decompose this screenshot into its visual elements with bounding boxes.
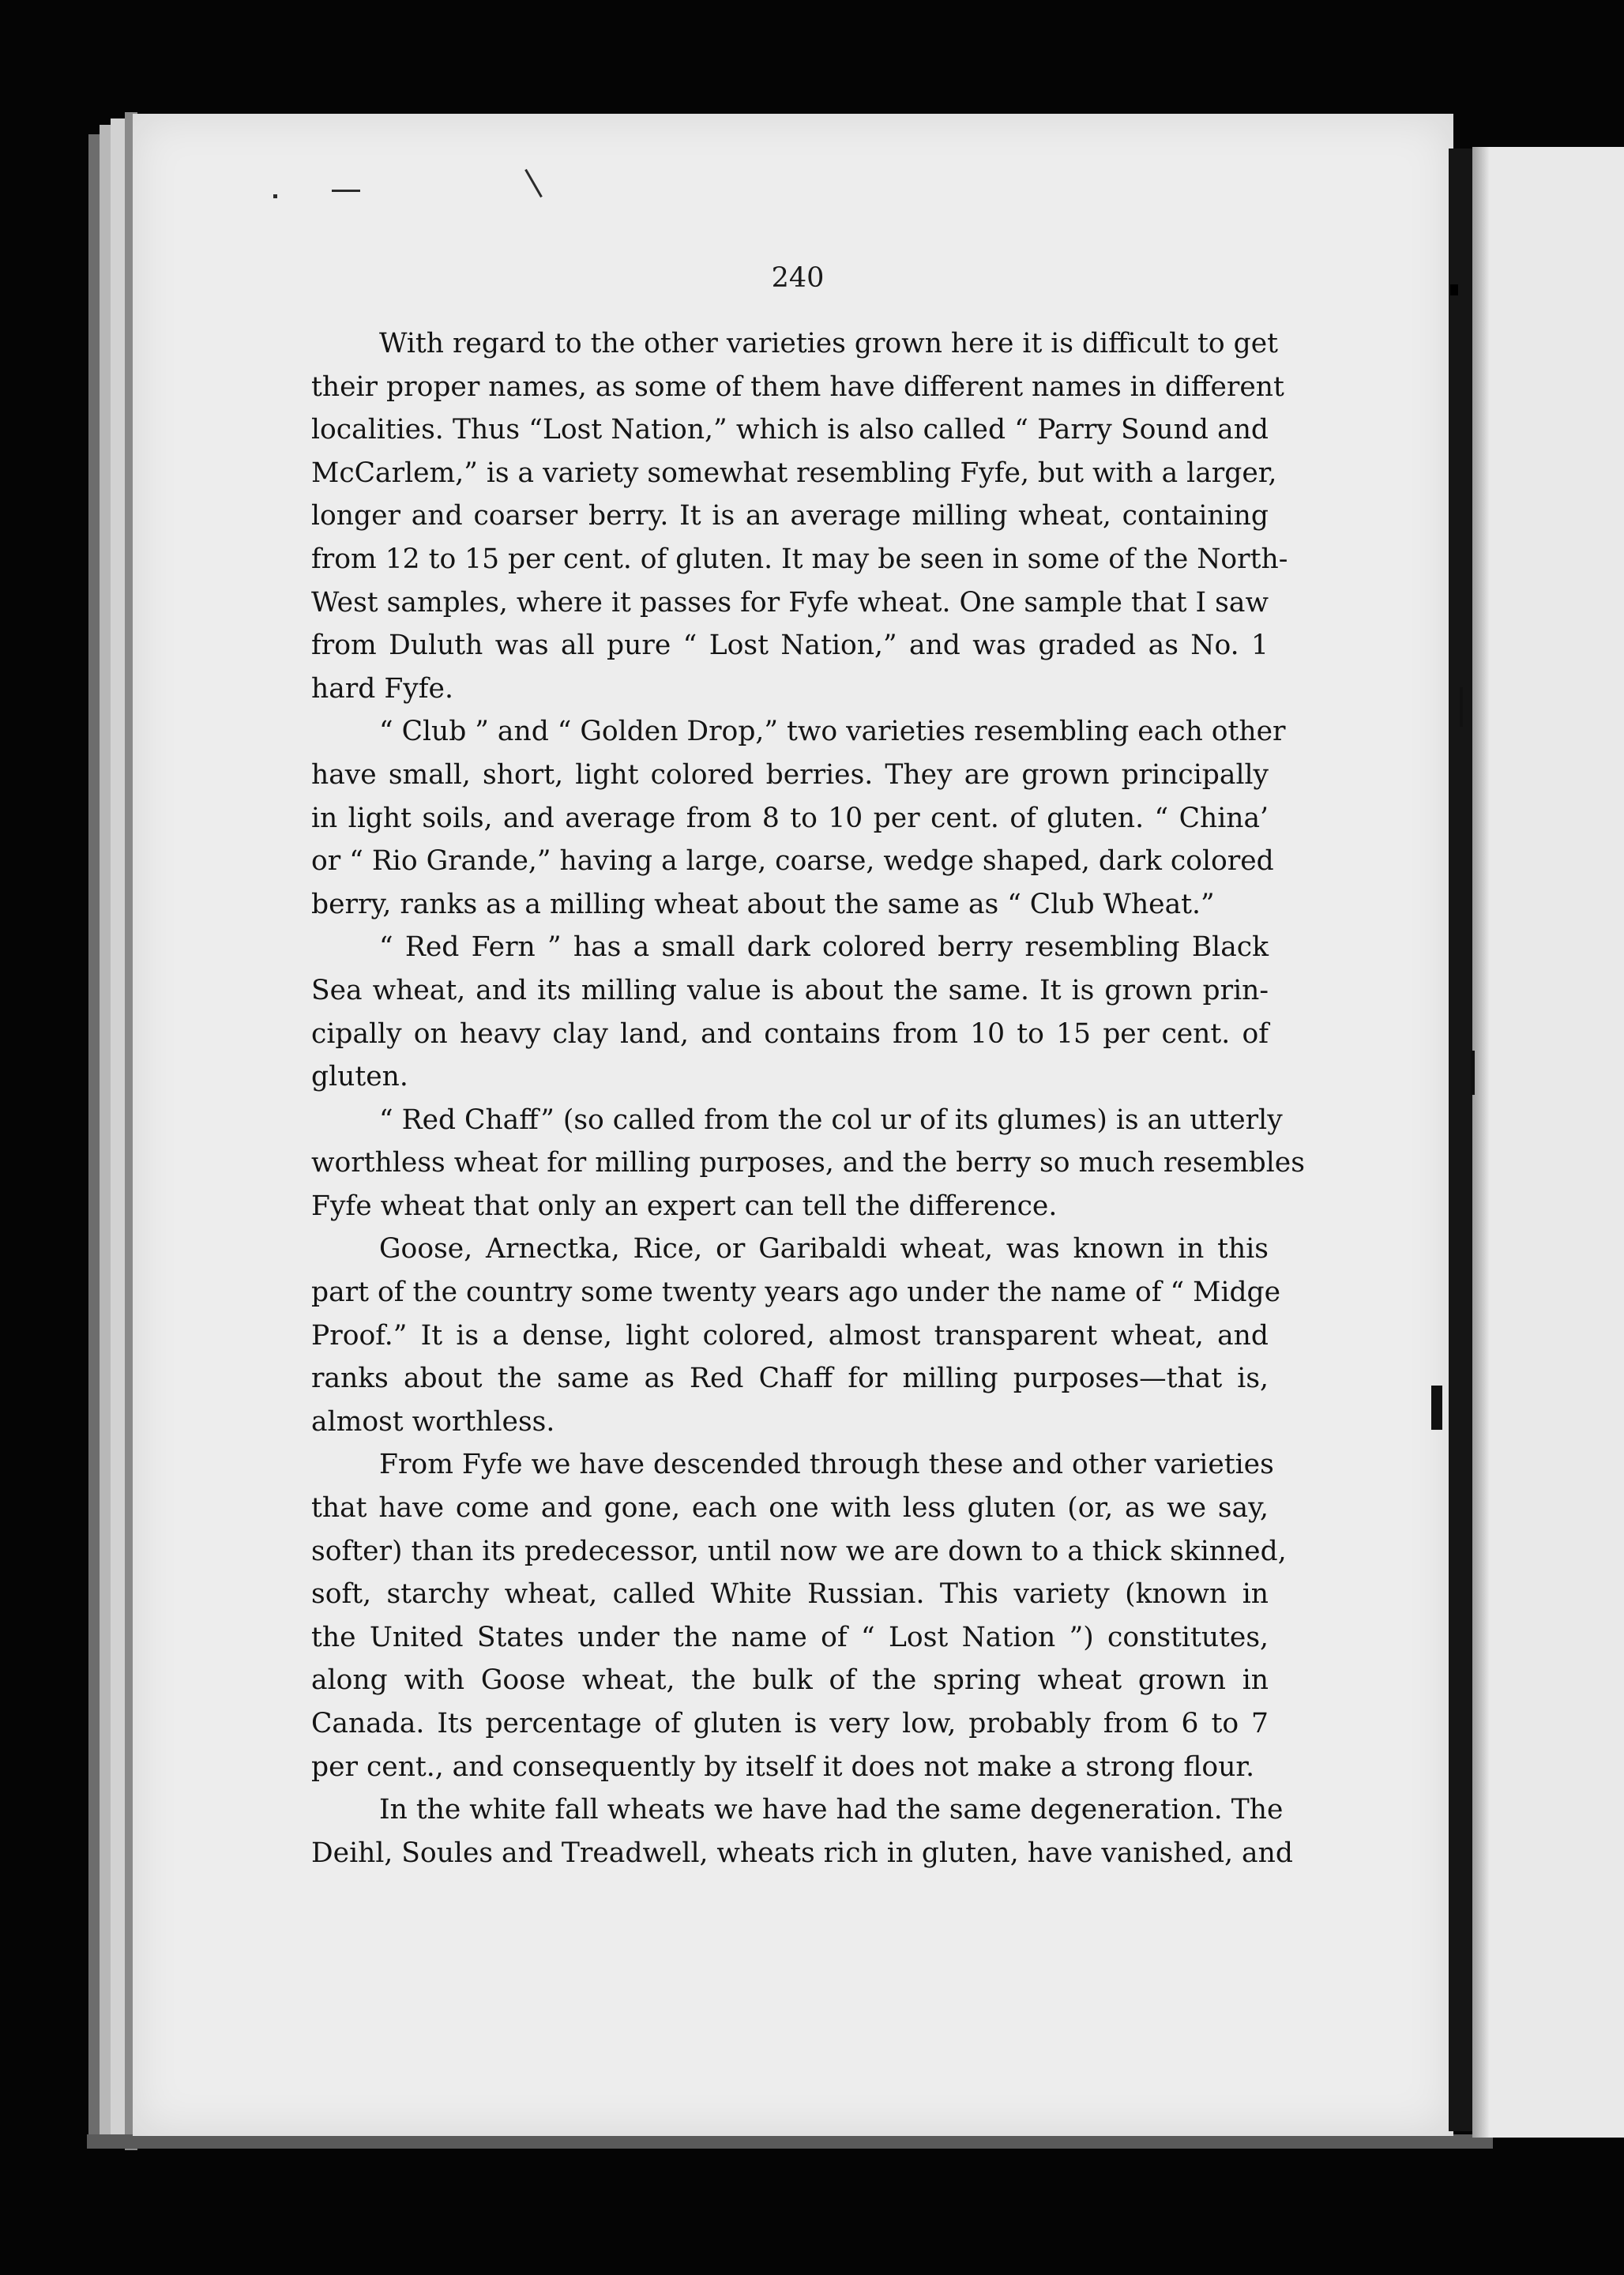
- text-line: from 12 to 15 per cent. of gluten. It may be seen in some of the North-: [311, 543, 1288, 575]
- text-line: “ Red Fern ” has a small dark colored berry resembling Black: [379, 931, 1269, 964]
- text-line: “ Club ” and “ Golden Drop,” two varieties resembling each other: [379, 716, 1286, 748]
- text-line: From Fyfe we have descended through these and other varieties: [379, 1449, 1274, 1481]
- text-line: longer and coarser berry. It is an average milling wheat, containing: [311, 500, 1269, 532]
- page-bottom-edge: [87, 2134, 1493, 2149]
- text-line: soft, starchy wheat, called White Russian. This variety (known in: [311, 1578, 1269, 1611]
- text-line: With regard to the other varieties grown here it is difficult to get: [379, 328, 1279, 359]
- page-number: 240: [771, 262, 825, 294]
- text-line: McCarlem,” is a variety somewhat resembling Fyfe, but with a larger,: [311, 457, 1277, 489]
- text-line: localities. Thus “Lost Nation,” which is also called “ Parry Sound and: [311, 414, 1269, 446]
- paragraph: [311, 1788, 1293, 1875]
- text-line: Goose, Arnectka, Rice, or Garibaldi wheat, was known in this: [379, 1233, 1269, 1265]
- text-line: the United States under the name of “ Lost Nation ”) constitutes,: [311, 1621, 1269, 1653]
- paragraph: [311, 322, 1288, 710]
- text-line: gluten.: [311, 1061, 408, 1093]
- paragraph: [311, 710, 1286, 926]
- scan-speck: [1471, 1051, 1475, 1095]
- text-line: ranks about the same as Red Chaff for milling purposes—that is,: [311, 1363, 1269, 1395]
- text-line: along with Goose wheat, the bulk of the spring wheat grown in: [311, 1664, 1269, 1697]
- text-line: their proper names, as some of them have different names in different: [311, 370, 1284, 403]
- scan-speck: [332, 190, 360, 192]
- text-line: or “ Rio Grande,” having a large, coarse, wedge shaped, dark colored: [311, 845, 1274, 878]
- text-line: In the white fall wheats we have had the same degeneration. The: [379, 1794, 1284, 1826]
- text-line: cipally on heavy clay land, and contains from 10 to 15 per cent. of: [311, 1017, 1269, 1050]
- text-line: Sea wheat, and its milling value is about the same. It is grown prin-: [311, 974, 1269, 1006]
- scan-speck: [273, 194, 277, 198]
- text-line: Proof.” It is a dense, light colored, almost transparent wheat, and: [311, 1319, 1269, 1352]
- text-line: worthless wheat for milling purposes, and the berry so much resembles: [311, 1147, 1305, 1179]
- text-line: hard Fyfe.: [311, 672, 453, 705]
- text-line: Fyfe wheat that only an expert can tell the difference.: [311, 1190, 1058, 1222]
- text-line: that have come and gone, each one with less gluten (or, as we say,: [311, 1492, 1269, 1525]
- text-line: in light soils, and average from 8 to 10 per cent. of gluten. “ China’: [311, 802, 1269, 834]
- text-line: from Duluth was all pure “ Lost Nation,” and was graded as No. 1: [311, 630, 1269, 662]
- paragraph: [311, 926, 1269, 1098]
- body-text: [311, 322, 1305, 1875]
- book-gutter: [1449, 149, 1472, 2131]
- text-line: Deihl, Soules and Treadwell, wheats rich in gluten, have vanished, and: [311, 1837, 1293, 1869]
- text-line: almost worthless.: [311, 1405, 555, 1438]
- paragraph: [311, 1099, 1305, 1228]
- text-line: per cent., and consequently by itself it does not make a strong flour.: [311, 1750, 1255, 1783]
- facing-page: [1472, 147, 1624, 2138]
- text-line: have small, short, light colored berries. They are grown principally: [311, 758, 1269, 791]
- scan-speck: [1431, 1386, 1442, 1430]
- facing-page-shadow: [1472, 147, 1490, 2138]
- text-line: softer) than its predecessor, until now we are down to a thick skinned,: [311, 1535, 1287, 1567]
- text-line: berry, ranks as a milling wheat about the same as “ Club Wheat.”: [311, 888, 1215, 920]
- paragraph: [311, 1228, 1281, 1443]
- text-line: West samples, where it passes for Fyfe wheat. One sample that I saw: [311, 586, 1269, 619]
- text-line: Canada. Its percentage of gluten is very low, probably from 6 to 7: [311, 1708, 1269, 1739]
- scan-speck: [1460, 687, 1463, 727]
- text-line: “ Red Chaff” (so called from the col ur of its glumes) is an utterly: [379, 1104, 1283, 1136]
- paragraph: [311, 1443, 1287, 1788]
- text-line: part of the country some twenty years ago under the name of “ Midge: [311, 1277, 1281, 1309]
